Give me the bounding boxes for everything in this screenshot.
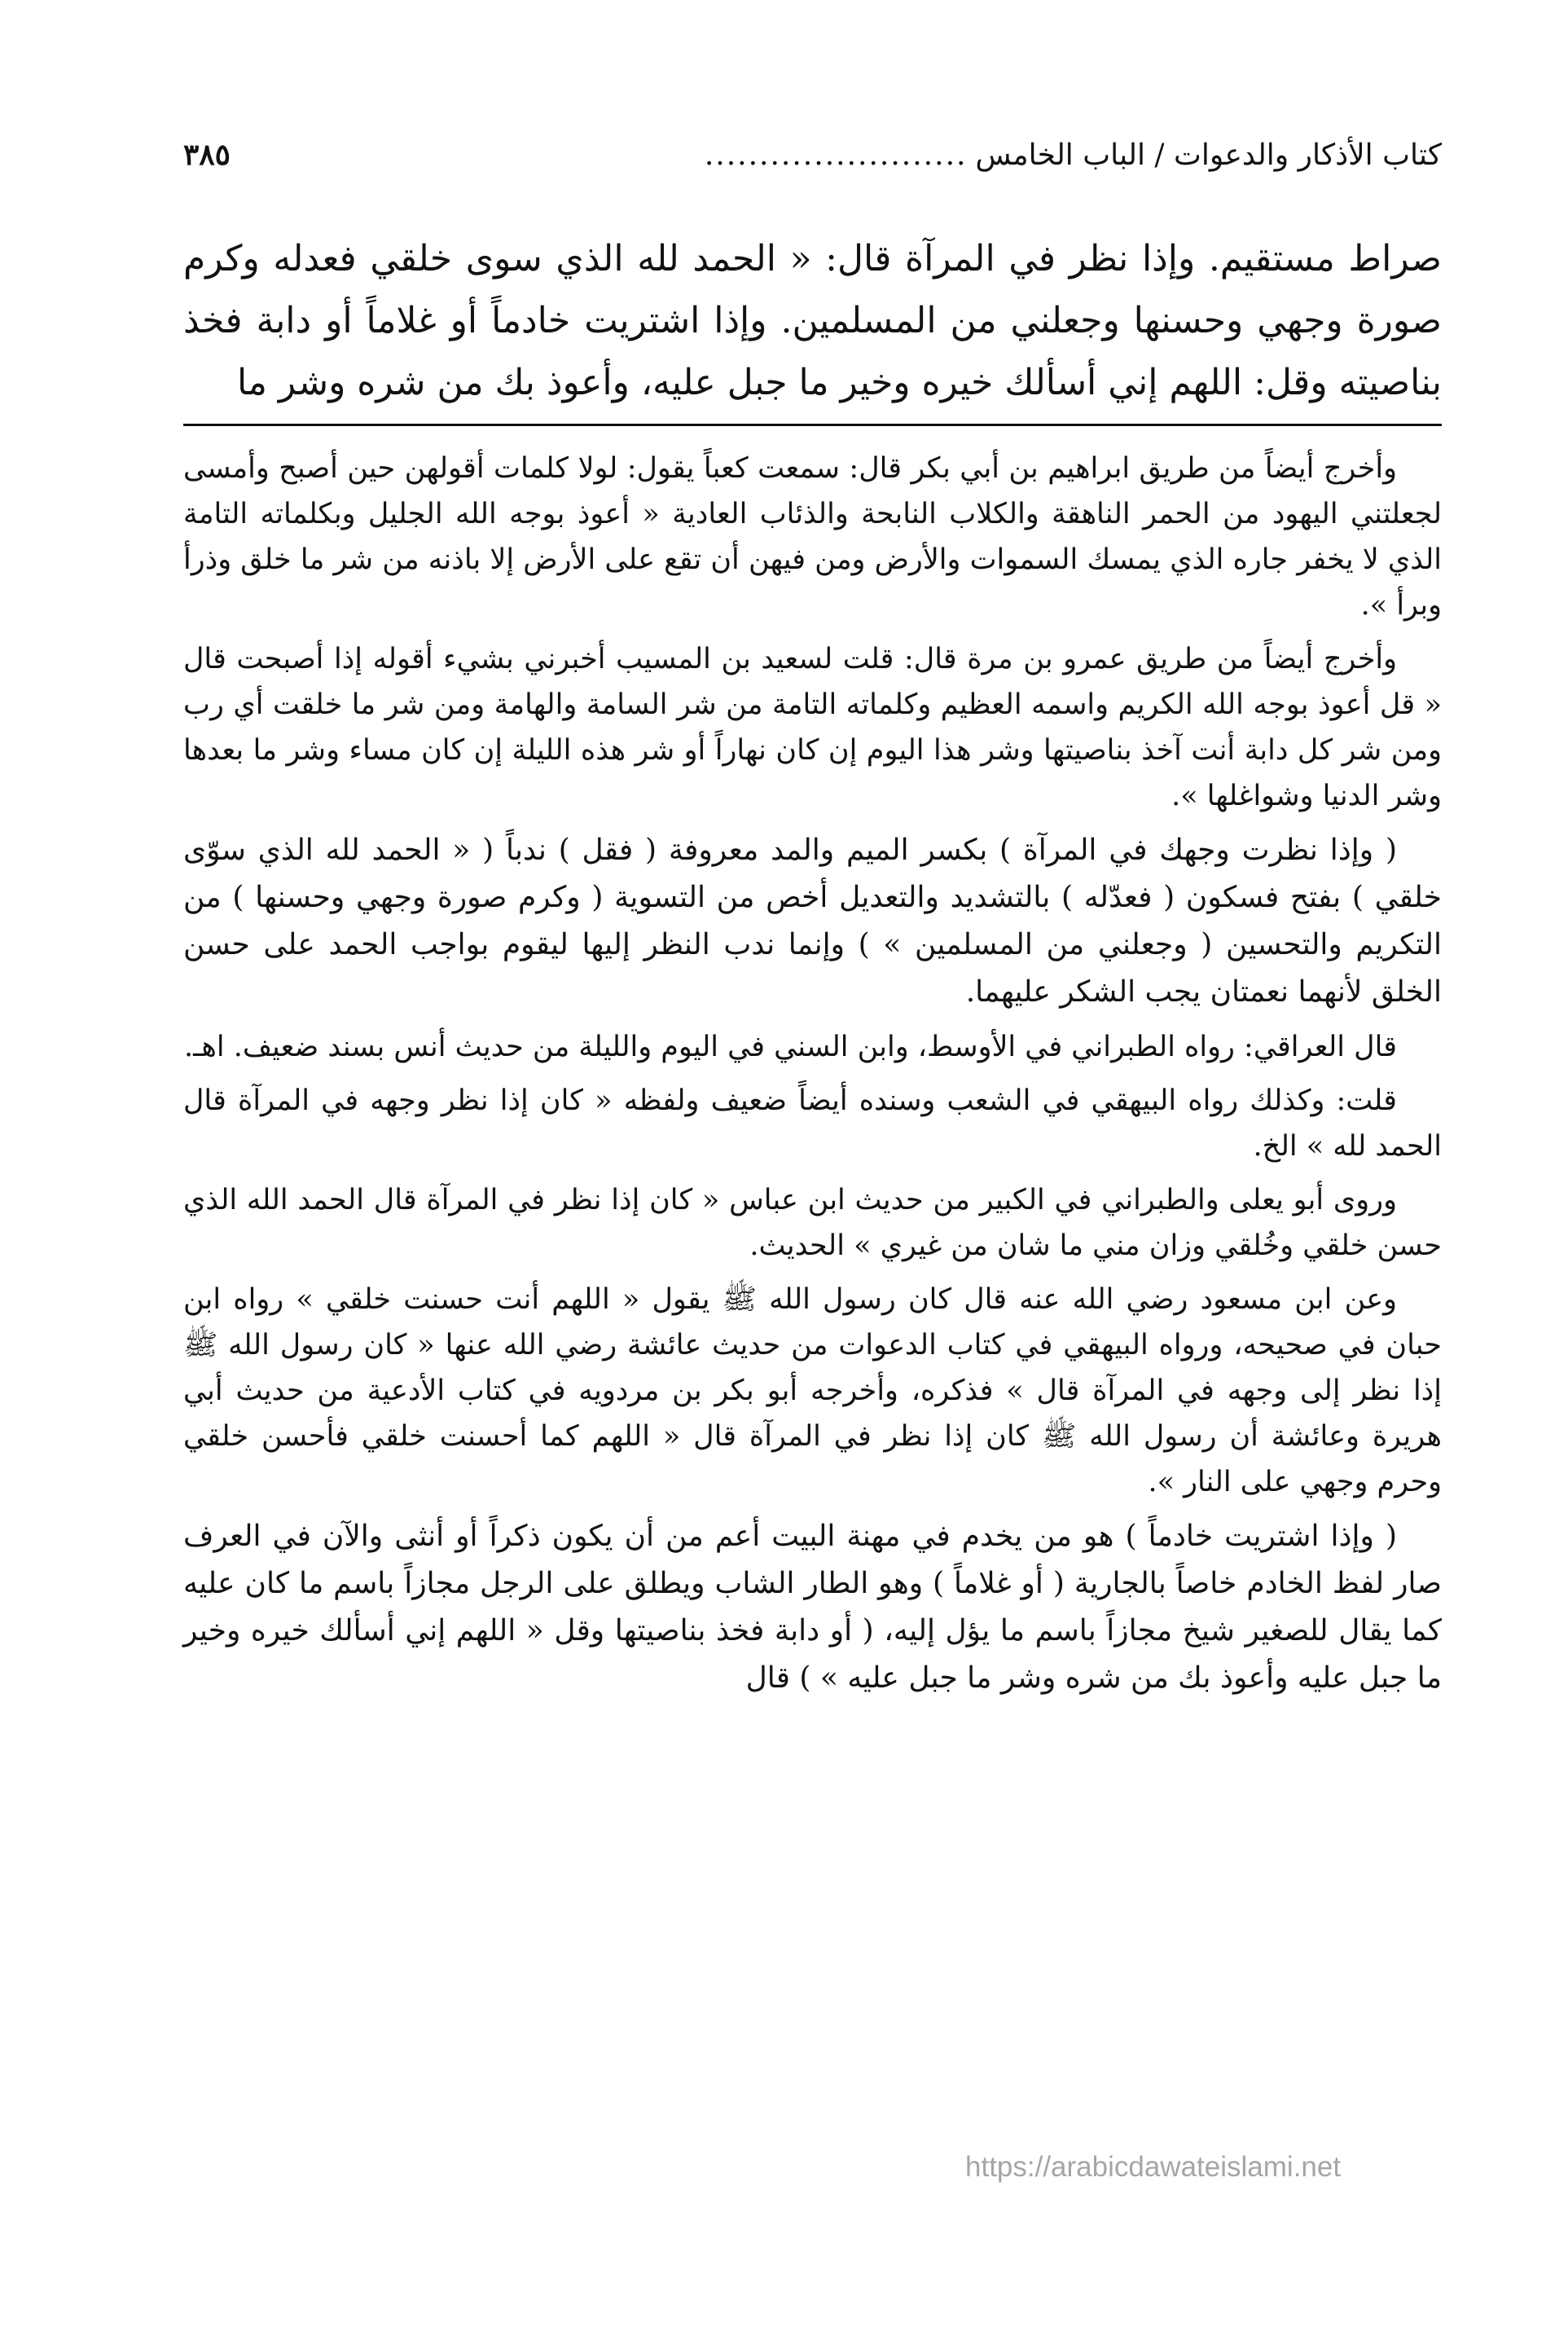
footnote-separator-rule	[183, 424, 1442, 426]
commentary-paragraph-2: وأخرج أيضاً من طريق عمرو بن مرة قال: قلت لسعيد بن المسيب أخبرني بشيء أقوله إذا أصبحت قال « قل أعوذ بوجه الله الكريم واسمه العظيم وكلماته التامة من شر السامة والهامة ومن شر ما خلقت أي رب ومن شر كل دابة أنت آخذ بناصيتها وشر هذا اليوم إن كان نهاراً أو شر هذه الليلة إن كان مساء وشر ما بعدها وشر الدنيا وشواغلها ».	[183, 643, 1442, 812]
leader-dots: ........................	[704, 139, 968, 172]
commentary-paragraph-7: وعن ابن مسعود رضي الله عنه قال كان رسول الله ﷺ يقول « اللهم أنت حسنت خلقي » رواه ابن حبان في صحيحه، ورواه البيهقي في كتاب الدعوات من حديث عائشة رضي الله عنها « كان رسول الله ﷺ إذا نظر إلى وجهه في المرآة قال » فذكره، وأخرجه أبو بكر بن مردويه في كتاب الأدعية من حديث أبي هريرة وعائشة أن رسول الله ﷺ كان إذا نظر في المرآة قال « اللهم كما أحسنت خلقي فأحسن خلقي وحرم وجهي على النار ».	[183, 1283, 1442, 1498]
book-page	[183, 130, 1442, 1710]
watermark-url: https://arabicdawateislami.net	[965, 2151, 1342, 2183]
chapter-title: كتاب الأذكار والدعوات / الباب الخامس	[975, 139, 1442, 172]
main-text-paragraph: صراط مستقيم. وإذا نظر في المرآة قال: « الحمد لله الذي سوى خلقي فعدله وكرم صورة وجهي وحسنها وجعلني من المسلمين. وإذا اشتريت خادماً أو غلاماً أو دابة فخذ بناصيته وقل: اللهم إني أسألك خيره وخير ما جبل عليه، وأعوذ بك من شره وشر ما	[183, 238, 1442, 403]
commentary-paragraph-3: ( وإذا نظرت وجهك في المرآة ) بكسر الميم والمد معروفة ( فقل ) ندباً ( « الحمد لله الذي سوّى خلقي ) بفتح فسكون ( فعدّله ) بالتشديد والتعديل أخص من التسوية ( وكرم صورة وجهي وحسنها ) من التكريم والتحسين ( وجعلني من المسلمين » ) وإنما ندب النظر إليها ليقوم بواجب الحمد على حسن الخلق لأنهما نعمتان يجب الشكر عليهما.	[183, 834, 1442, 1009]
main-text-block	[183, 228, 1442, 414]
commentary-paragraph-6: وروى أبو يعلى والطبراني في الكبير من حديث ابن عباس « كان إذا نظر في المرآة قال الحمد الله الذي حسن خلقي وخُلقي وزان مني ما شان من غيري » الحديث.	[183, 1184, 1442, 1262]
commentary-block	[183, 446, 1442, 1702]
running-header	[183, 130, 1442, 179]
commentary-paragraph-8: ( وإذا اشتريت خادماً ) هو من يخدم في مهنة البيت أعم من أن يكون ذكراً أو أنثى والآن في العرف صار لفظ الخادم خاصاً بالجارية ( أو غلاماً ) وهو الطار الشاب ويطلق على الرجل مجازاً باسم ما كان عليه كما يقال للصغير شيخ مجازاً باسم ما يؤل إليه، ( أو دابة فخذ بناصيتها وقل « اللهم إني أسألك خيره وخير ما جبل عليه وأعوذ بك من شره وشر ما جبل عليه » ) قال	[183, 1520, 1442, 1695]
commentary-paragraph-1: وأخرج أيضاً من طريق ابراهيم بن أبي بكر قال: سمعت كعباً يقول: لولا كلمات أقولهن حين أصبح وأمسى لجعلتني اليهود من الحمر الناهقة والكلاب النابحة والذئاب العادية « أعوذ بوجه الله الجليل وبكلماته التامة الذي لا يخفر جاره الذي يمسك السموات والأرض ومن فيهن أن تقع على الأرض إلا باذنه من شر ما خلق وذرأ وبرأ ».	[183, 452, 1442, 622]
page-number: ٣٨٥	[183, 138, 231, 172]
commentary-paragraph-5: قلت: وكذلك رواه البيهقي في الشعب وسنده أيضاً ضعيف ولفظه « كان إذا نظر وجهه في المرآة قال الحمد لله » الخ.	[183, 1084, 1442, 1163]
commentary-paragraph-4: قال العراقي: رواه الطبراني في الأوسط، وابن السني في اليوم والليلة من حديث أنس بسند ضعيف. اهـ.	[184, 1031, 1397, 1063]
